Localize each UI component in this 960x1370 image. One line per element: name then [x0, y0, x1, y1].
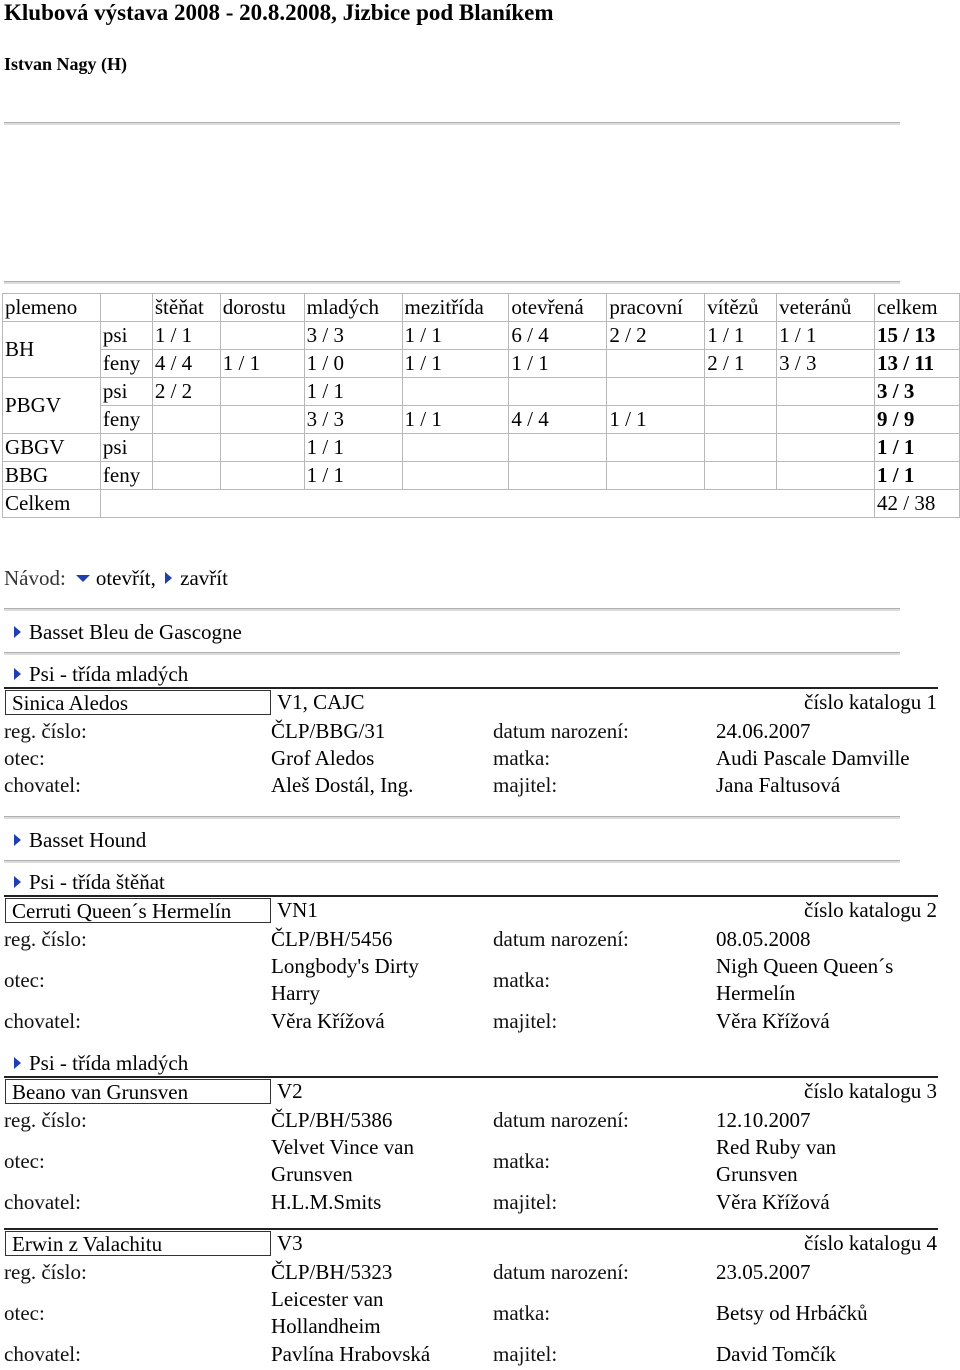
breed-cell: BH — [3, 322, 101, 378]
dam-value-line2: Hermelín — [716, 981, 796, 1005]
owner-label: majitel: — [493, 773, 558, 797]
count-cell: 1 / 1 — [705, 322, 777, 350]
sire-label: otec: — [4, 746, 45, 770]
breeder-label: chovatel: — [4, 1190, 81, 1214]
count-cell: 1 / 1 — [304, 378, 402, 406]
dam-value-line2: Grunsven — [716, 1162, 798, 1186]
catalog-number: číslo katalogu 1 — [804, 690, 937, 714]
count-cell: 1 / 1 — [402, 322, 509, 350]
column-header: pracovní — [607, 294, 705, 322]
sex-cell: psi — [100, 322, 152, 350]
reg-value: ČLP/BBG/31 — [271, 719, 386, 743]
born-value: 24.06.2007 — [716, 719, 811, 743]
count-cell — [152, 406, 220, 434]
total-cell: 1 / 1 — [875, 434, 960, 462]
count-cell: 1 / 1 — [777, 322, 875, 350]
breeder-value: Pavlína Hrabovská — [271, 1342, 431, 1366]
count-cell — [777, 462, 875, 490]
count-cell — [705, 434, 777, 462]
table-row — [3, 406, 960, 434]
dog-grade: V3 — [277, 1231, 303, 1255]
sex-cell: psi — [100, 434, 152, 462]
count-cell — [777, 434, 875, 462]
dam-value-line1: Red Ruby van — [716, 1135, 837, 1159]
count-cell: 1 / 1 — [402, 406, 509, 434]
count-cell — [607, 378, 705, 406]
breeder-value: Aleš Dostál, Ing. — [271, 773, 414, 797]
owner-value: Věra Křížová — [716, 1190, 830, 1214]
reg-label: reg. číslo: — [4, 1260, 87, 1284]
breed-toggle-basset-bleu[interactable] — [14, 620, 242, 645]
breed-title: Basset Bleu de Gascogne — [29, 620, 242, 644]
sire-value-line2: Hollandheim — [271, 1314, 381, 1338]
sex-cell: feny — [100, 406, 152, 434]
sire-value-line1: Velvet Vince van — [271, 1135, 414, 1159]
breed-cell: BBG — [3, 462, 101, 490]
sex-cell: feny — [100, 350, 152, 378]
count-cell — [607, 434, 705, 462]
dam-value: Audi Pascale Damville — [716, 746, 910, 770]
count-cell: 1 / 1 — [402, 350, 509, 378]
class-title: Psi - třída štěňat — [29, 870, 165, 894]
collapse-icon — [14, 1057, 21, 1069]
count-cell — [220, 378, 304, 406]
dog-name: Beano van Grunsven — [5, 1079, 271, 1104]
owner-label: majitel: — [493, 1190, 558, 1214]
grand-total-row — [3, 490, 960, 518]
breed-cell: PBGV — [3, 378, 101, 434]
breed-toggle-basset-hound[interactable] — [14, 828, 146, 853]
born-value: 23.05.2007 — [716, 1260, 811, 1284]
count-cell — [509, 378, 607, 406]
empty-cell — [100, 490, 874, 518]
class-divider — [4, 895, 938, 897]
count-cell — [152, 462, 220, 490]
count-cell — [220, 406, 304, 434]
class-divider — [4, 687, 938, 689]
breed-title: Basset Hound — [29, 828, 147, 852]
reg-label: reg. číslo: — [4, 719, 87, 743]
count-cell: 1 / 1 — [304, 434, 402, 462]
dog-grade: VN1 — [277, 898, 318, 922]
column-header: celkem — [875, 294, 960, 322]
breeder-label: chovatel: — [4, 773, 81, 797]
dog-grade: V1, CAJC — [277, 690, 365, 714]
dog-name: Sinica Aledos — [5, 690, 271, 715]
total-cell: 13 / 11 — [875, 350, 960, 378]
divider — [4, 816, 900, 819]
born-value: 12.10.2007 — [716, 1108, 811, 1132]
dog-name: Cerruti Queen´s Hermelín — [5, 898, 271, 923]
table-row — [3, 434, 960, 462]
column-header — [100, 294, 152, 322]
count-cell — [402, 434, 509, 462]
dam-value-line1: Nigh Queen Queen´s — [716, 954, 894, 978]
count-cell — [152, 434, 220, 462]
count-cell: 1 / 0 — [304, 350, 402, 378]
count-cell — [705, 462, 777, 490]
collapse-icon — [14, 876, 21, 888]
dam-label: matka: — [493, 1301, 551, 1325]
count-cell — [220, 322, 304, 350]
owner-label: majitel: — [493, 1342, 558, 1366]
grand-total-value: 42 / 38 — [875, 490, 960, 518]
class-toggle[interactable] — [14, 1051, 188, 1076]
table-row — [3, 350, 960, 378]
sire-label: otec: — [4, 1149, 45, 1173]
count-cell: 2 / 2 — [152, 378, 220, 406]
count-cell: 1 / 1 — [152, 322, 220, 350]
count-cell: 4 / 4 — [152, 350, 220, 378]
guide-label: Návod: — [4, 566, 66, 590]
owner-value: Jana Faltusová — [716, 773, 841, 797]
count-cell: 3 / 3 — [304, 322, 402, 350]
sire-value-line2: Grunsven — [271, 1162, 353, 1186]
count-cell: 3 / 3 — [304, 406, 402, 434]
born-label: datum narození: — [493, 1260, 629, 1284]
reg-value: ČLP/BH/5323 — [271, 1260, 393, 1284]
page-title: Klubová výstava 2008 - 20.8.2008, Jizbice pod Blaníkem — [4, 0, 554, 25]
count-cell: 4 / 4 — [509, 406, 607, 434]
dam-value: Betsy od Hrbáčků — [716, 1301, 868, 1325]
breeder-label: chovatel: — [4, 1342, 81, 1366]
divider — [4, 281, 900, 284]
reg-value: ČLP/BH/5456 — [271, 927, 393, 951]
sire-value-line1: Leicester van — [271, 1287, 384, 1311]
total-cell: 1 / 1 — [875, 462, 960, 490]
count-cell — [509, 434, 607, 462]
count-cell: 1 / 1 — [607, 406, 705, 434]
divider — [4, 652, 900, 655]
sire-value-line2: Harry — [271, 981, 320, 1005]
count-cell: 3 / 3 — [777, 350, 875, 378]
breeder-label: chovatel: — [4, 1009, 81, 1033]
sex-cell: psi — [100, 378, 152, 406]
total-cell: 9 / 9 — [875, 406, 960, 434]
total-cell: 15 / 13 — [875, 322, 960, 350]
class-title: Psi - třída mladých — [29, 662, 189, 686]
count-cell — [220, 462, 304, 490]
owner-value: David Tomčík — [716, 1342, 837, 1366]
table-header-row — [3, 294, 960, 322]
collapse-icon — [165, 572, 172, 584]
sex-cell: feny — [100, 462, 152, 490]
born-label: datum narození: — [493, 1108, 629, 1132]
column-header: mezitřída — [402, 294, 509, 322]
column-header: vítězů — [705, 294, 777, 322]
count-cell: 1 / 1 — [509, 350, 607, 378]
breed-cell: GBGV — [3, 434, 101, 462]
born-label: datum narození: — [493, 719, 629, 743]
divider — [4, 608, 900, 611]
judge-name: Istvan Nagy (H) — [4, 54, 128, 74]
born-value: 08.05.2008 — [716, 927, 811, 951]
count-cell: 1 / 1 — [304, 462, 402, 490]
count-cell: 2 / 1 — [705, 350, 777, 378]
dam-label: matka: — [493, 746, 551, 770]
class-divider — [4, 1076, 938, 1078]
guide-open: otevřít, — [95, 566, 156, 590]
class-toggle[interactable] — [14, 662, 188, 687]
divider — [4, 860, 900, 863]
count-cell — [402, 462, 509, 490]
count-cell — [607, 350, 705, 378]
count-cell: 6 / 4 — [509, 322, 607, 350]
born-label: datum narození: — [493, 927, 629, 951]
column-header: mladých — [304, 294, 402, 322]
count-cell — [607, 462, 705, 490]
collapse-icon — [14, 626, 21, 638]
count-cell: 2 / 2 — [607, 322, 705, 350]
column-header: dorostu — [220, 294, 304, 322]
dog-grade: V2 — [277, 1079, 303, 1103]
reg-label: reg. číslo: — [4, 927, 87, 951]
count-cell — [705, 406, 777, 434]
dam-label: matka: — [493, 1149, 551, 1173]
dog-divider — [4, 1228, 938, 1230]
column-header: plemeno — [3, 294, 101, 322]
count-cell — [777, 378, 875, 406]
reg-label: reg. číslo: — [4, 1108, 87, 1132]
count-cell — [220, 434, 304, 462]
column-header: veteránů — [777, 294, 875, 322]
sire-label: otec: — [4, 1301, 45, 1325]
class-title: Psi - třída mladých — [29, 1051, 189, 1075]
count-cell: 1 / 1 — [220, 350, 304, 378]
catalog-number: číslo katalogu 3 — [804, 1079, 937, 1103]
column-header: otevřená — [509, 294, 607, 322]
statistics-table — [2, 293, 960, 518]
count-cell — [777, 406, 875, 434]
sire-label: otec: — [4, 968, 45, 992]
grand-total-label: Celkem — [3, 490, 101, 518]
collapse-icon — [14, 834, 21, 846]
class-toggle[interactable] — [14, 870, 165, 895]
column-header: štěňat — [152, 294, 220, 322]
expand-icon — [76, 575, 90, 582]
table-row — [3, 322, 960, 350]
breeder-value: H.L.M.Smits — [271, 1190, 382, 1214]
count-cell — [705, 378, 777, 406]
sire-value-line1: Longbody's Dirty — [271, 954, 419, 978]
total-cell: 3 / 3 — [875, 378, 960, 406]
count-cell — [402, 378, 509, 406]
breeder-value: Věra Křížová — [271, 1009, 385, 1033]
dam-label: matka: — [493, 968, 551, 992]
owner-label: majitel: — [493, 1009, 558, 1033]
table-row — [3, 462, 960, 490]
reg-value: ČLP/BH/5386 — [271, 1108, 393, 1132]
catalog-number: číslo katalogu 4 — [804, 1231, 937, 1255]
divider — [4, 122, 900, 125]
catalog-number: číslo katalogu 2 — [804, 898, 937, 922]
count-cell — [509, 462, 607, 490]
sire-value: Grof Aledos — [271, 746, 375, 770]
guide-row — [4, 566, 228, 591]
owner-value: Věra Křížová — [716, 1009, 830, 1033]
table-row — [3, 378, 960, 406]
dog-name: Erwin z Valachitu — [5, 1231, 271, 1256]
guide-close: zavřít — [180, 566, 228, 590]
collapse-icon — [14, 668, 21, 680]
